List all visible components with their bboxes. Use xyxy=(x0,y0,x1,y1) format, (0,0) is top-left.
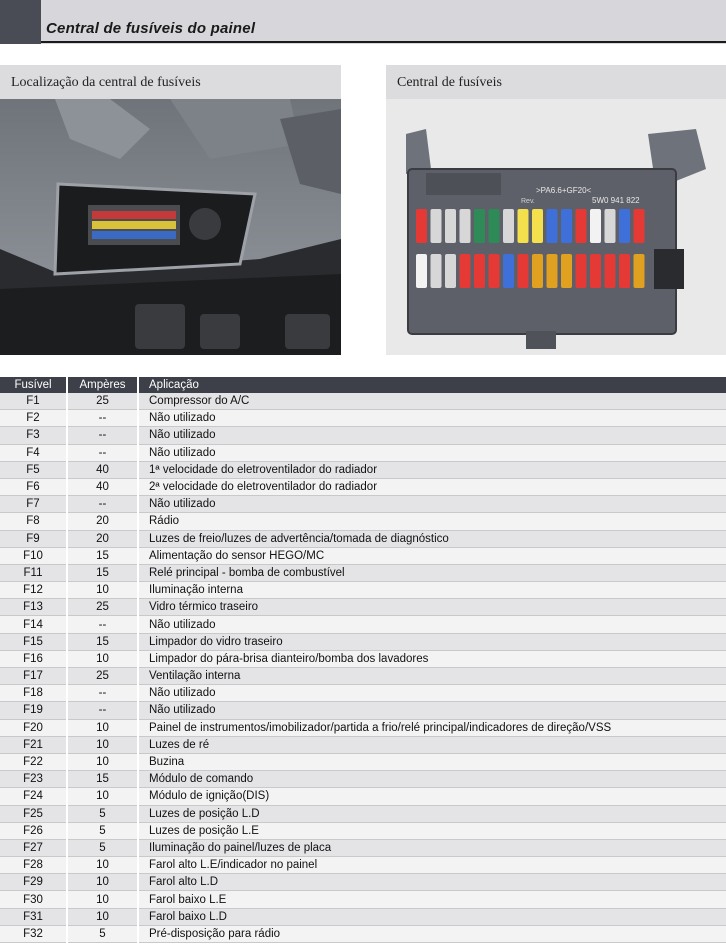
fuse-amperes-cell: -- xyxy=(67,685,138,702)
fuse-amperes-cell: 25 xyxy=(67,668,138,685)
fuse-application-cell: Farol alto L.E/indicador no painel xyxy=(138,857,726,874)
fuse-slot xyxy=(532,254,543,288)
fuse-application-cell: Iluminação do painel/luzes de placa xyxy=(138,839,726,856)
table-row xyxy=(0,788,726,805)
table-row xyxy=(0,685,726,702)
fuse-amperes-cell: 10 xyxy=(67,908,138,925)
fuse-slot xyxy=(547,209,558,243)
table-row xyxy=(0,599,726,616)
fuse-id-cell: F27 xyxy=(0,839,67,856)
fuse-id-cell: F2 xyxy=(0,410,67,427)
fuse-slot xyxy=(590,254,601,288)
location-panel xyxy=(0,65,341,355)
table-row xyxy=(0,461,726,478)
fuse-amperes-cell: 15 xyxy=(67,547,138,564)
fuse-slot xyxy=(518,209,529,243)
fuse-id-cell: F16 xyxy=(0,650,67,667)
fusebox-part-label: 5W0 941 822 xyxy=(592,196,640,205)
fusebox-code-label: >PA6.6+GF20< xyxy=(536,186,592,195)
table-row xyxy=(0,616,726,633)
fuse-application-cell: Iluminação interna xyxy=(138,582,726,599)
fuse-id-cell: F21 xyxy=(0,736,67,753)
fuse-slot xyxy=(416,254,427,288)
header-accent-block xyxy=(0,0,41,44)
fuse-id-cell: F28 xyxy=(0,857,67,874)
fuse-amperes-cell: 15 xyxy=(67,633,138,650)
fuse-id-cell: F6 xyxy=(0,478,67,495)
fuse-amperes-cell: 15 xyxy=(67,771,138,788)
fuse-rows-illustration xyxy=(92,211,176,239)
fuse-slot xyxy=(518,254,529,288)
fuse-id-cell: F22 xyxy=(0,753,67,770)
fuse-id-cell: F5 xyxy=(0,461,67,478)
fuse-amperes-cell: 20 xyxy=(67,530,138,547)
fuse-id-cell: F30 xyxy=(0,891,67,908)
table-row xyxy=(0,822,726,839)
fuse-amperes-cell: 10 xyxy=(67,753,138,770)
fuse-amperes-cell: 10 xyxy=(67,582,138,599)
fuse-application-cell: Não utilizado xyxy=(138,444,726,461)
fuse-amperes-cell: 25 xyxy=(67,599,138,616)
fuse-amperes-cell: 10 xyxy=(67,788,138,805)
fuse-application-cell: Rádio xyxy=(138,513,726,530)
fuse-application-cell: 1ª velocidade do eletroventilador do radiador xyxy=(138,461,726,478)
table-row xyxy=(0,496,726,513)
table-row xyxy=(0,530,726,547)
fuse-slot xyxy=(431,254,442,288)
fuse-amperes-cell: 20 xyxy=(67,513,138,530)
fuse-amperes-cell: 40 xyxy=(67,478,138,495)
fuse-amperes-cell: 10 xyxy=(67,650,138,667)
header-amperes: Ampères xyxy=(67,377,138,393)
fuse-id-cell: F4 xyxy=(0,444,67,461)
table-row xyxy=(0,857,726,874)
fuse-application-cell: Módulo de ignição(DIS) xyxy=(138,788,726,805)
fuse-amperes-cell: 5 xyxy=(67,839,138,856)
fuse-slot xyxy=(416,209,427,243)
table-row xyxy=(0,650,726,667)
fuse-slot xyxy=(445,254,456,288)
fuse-amperes-cell: 10 xyxy=(67,857,138,874)
fuse-slot xyxy=(576,254,587,288)
fuse-slot xyxy=(474,209,485,243)
fusebox-panel-caption: Central de fusíveis xyxy=(397,75,502,90)
fuse-table-header xyxy=(0,377,726,393)
fuse-application-cell: Buzina xyxy=(138,753,726,770)
fuse-id-cell: F31 xyxy=(0,908,67,925)
fuse-slot xyxy=(532,209,543,243)
dashboard-illustration xyxy=(0,99,341,355)
fuse-slot xyxy=(619,209,630,243)
fuse-application-cell: Farol alto L.D xyxy=(138,874,726,891)
fusebox-photo xyxy=(386,99,726,355)
table-row xyxy=(0,582,726,599)
fuse-amperes-cell: -- xyxy=(67,616,138,633)
table-row xyxy=(0,771,726,788)
fuse-amperes-cell: 5 xyxy=(67,822,138,839)
fuse-application-cell: Compressor do A/C xyxy=(138,393,726,410)
fuse-amperes-cell: 5 xyxy=(67,925,138,942)
fuse-slot xyxy=(503,254,514,288)
header-fusivel: Fusível xyxy=(0,377,67,393)
page-header xyxy=(0,0,726,44)
fuse-application-cell: Luzes de freio/luzes de advertência/tomada de diagnóstico xyxy=(138,530,726,547)
table-row xyxy=(0,427,726,444)
table-row xyxy=(0,753,726,770)
fuse-application-cell: Farol baixo L.D xyxy=(138,908,726,925)
fuse-application-cell: Painel de instrumentos/imobilizador/partida a frio/relé principal/indicadores de direção/VSS xyxy=(138,719,726,736)
fuse-slot xyxy=(634,254,645,288)
fuse-slot xyxy=(431,209,442,243)
fuse-application-cell: Limpador do vidro traseiro xyxy=(138,633,726,650)
table-row xyxy=(0,444,726,461)
table-row xyxy=(0,668,726,685)
fuse-id-cell: F23 xyxy=(0,771,67,788)
fuse-application-cell: Pré-disposição para rádio xyxy=(138,925,726,942)
fuse-amperes-cell: -- xyxy=(67,444,138,461)
fuse-slot xyxy=(445,209,456,243)
fuse-application-cell: Luzes de ré xyxy=(138,736,726,753)
fuse-slot xyxy=(561,254,572,288)
fuse-id-cell: F29 xyxy=(0,874,67,891)
fuse-application-cell: Não utilizado xyxy=(138,496,726,513)
fuse-amperes-cell: -- xyxy=(67,427,138,444)
table-row xyxy=(0,839,726,856)
fuse-application-cell: 2ª velocidade do eletroventilador do radiador xyxy=(138,478,726,495)
table-row xyxy=(0,719,726,736)
fuse-slot xyxy=(460,254,471,288)
fuse-id-cell: F9 xyxy=(0,530,67,547)
fuse-id-cell: F11 xyxy=(0,564,67,581)
fuse-amperes-cell: -- xyxy=(67,702,138,719)
fuse-id-cell: F13 xyxy=(0,599,67,616)
fuse-application-cell: Vidro térmico traseiro xyxy=(138,599,726,616)
fuse-id-cell: F10 xyxy=(0,547,67,564)
fuse-amperes-cell: 25 xyxy=(67,393,138,410)
fuse-slot xyxy=(547,254,558,288)
fuse-slot xyxy=(634,209,645,243)
page-title: Central de fusíveis do painel xyxy=(46,20,256,37)
fuse-amperes-cell: 40 xyxy=(67,461,138,478)
fuse-application-cell: Não utilizado xyxy=(138,427,726,444)
fuse-slot xyxy=(489,209,500,243)
fuse-application-cell: Limpador do pára-brisa dianteiro/bomba dos lavadores xyxy=(138,650,726,667)
fuse-id-cell: F14 xyxy=(0,616,67,633)
fuse-application-cell: Relé principal - bomba de combustível xyxy=(138,564,726,581)
fuse-id-cell: F3 xyxy=(0,427,67,444)
fuse-application-cell: Não utilizado xyxy=(138,616,726,633)
fuse-slot xyxy=(590,209,601,243)
fuse-slot xyxy=(561,209,572,243)
table-row xyxy=(0,925,726,942)
fuse-amperes-cell: 15 xyxy=(67,564,138,581)
table-row xyxy=(0,564,726,581)
fuse-application-cell: Luzes de posição L.E xyxy=(138,822,726,839)
fusebox-illustration xyxy=(386,99,726,355)
fuse-amperes-cell: 5 xyxy=(67,805,138,822)
table-row xyxy=(0,874,726,891)
fuse-amperes-cell: -- xyxy=(67,496,138,513)
fuse-amperes-cell: 10 xyxy=(67,891,138,908)
fuse-amperes-cell: -- xyxy=(67,410,138,427)
fuse-id-cell: F32 xyxy=(0,925,67,942)
location-panel-caption: Localização da central de fusíveis xyxy=(11,75,201,90)
fuse-id-cell: F24 xyxy=(0,788,67,805)
table-row xyxy=(0,410,726,427)
fuse-id-cell: F18 xyxy=(0,685,67,702)
header-aplicacao: Aplicação xyxy=(138,377,726,393)
table-row xyxy=(0,805,726,822)
fuse-id-cell: F7 xyxy=(0,496,67,513)
fuse-application-cell: Luzes de posição L.D xyxy=(138,805,726,822)
fuse-id-cell: F12 xyxy=(0,582,67,599)
fuse-id-cell: F20 xyxy=(0,719,67,736)
fuse-application-cell: Módulo de comando xyxy=(138,771,726,788)
fuse-table xyxy=(0,377,726,943)
table-row xyxy=(0,633,726,650)
table-row xyxy=(0,513,726,530)
fuse-amperes-cell: 10 xyxy=(67,874,138,891)
fusebox-rev-label: Rev. xyxy=(521,198,535,205)
fuse-slot xyxy=(474,254,485,288)
fuse-slot xyxy=(576,209,587,243)
table-row xyxy=(0,478,726,495)
fuse-application-cell: Farol baixo L.E xyxy=(138,891,726,908)
fuse-id-cell: F19 xyxy=(0,702,67,719)
fuse-id-cell: F8 xyxy=(0,513,67,530)
fuse-amperes-cell: 10 xyxy=(67,736,138,753)
fusebox-panel xyxy=(386,65,726,355)
table-row xyxy=(0,891,726,908)
table-row xyxy=(0,736,726,753)
table-row xyxy=(0,547,726,564)
fuse-id-cell: F25 xyxy=(0,805,67,822)
fuse-slot xyxy=(619,254,630,288)
fuse-id-cell: F17 xyxy=(0,668,67,685)
fuse-application-cell: Ventilação interna xyxy=(138,668,726,685)
table-row xyxy=(0,393,726,410)
header-rule xyxy=(41,41,726,43)
fuse-id-cell: F1 xyxy=(0,393,67,410)
table-row xyxy=(0,908,726,925)
table-row xyxy=(0,702,726,719)
fuse-application-cell: Não utilizado xyxy=(138,685,726,702)
fuse-id-cell: F15 xyxy=(0,633,67,650)
fuse-slot xyxy=(503,209,514,243)
fuse-slot xyxy=(460,209,471,243)
fuse-application-cell: Alimentação do sensor HEGO/MC xyxy=(138,547,726,564)
fuse-id-cell: F26 xyxy=(0,822,67,839)
fuse-slot xyxy=(605,209,616,243)
dashboard-photo xyxy=(0,99,341,355)
fuse-slot xyxy=(605,254,616,288)
fuse-application-cell: Não utilizado xyxy=(138,410,726,427)
fuse-application-cell: Não utilizado xyxy=(138,702,726,719)
fuse-amperes-cell: 10 xyxy=(67,719,138,736)
fuse-slot xyxy=(489,254,500,288)
